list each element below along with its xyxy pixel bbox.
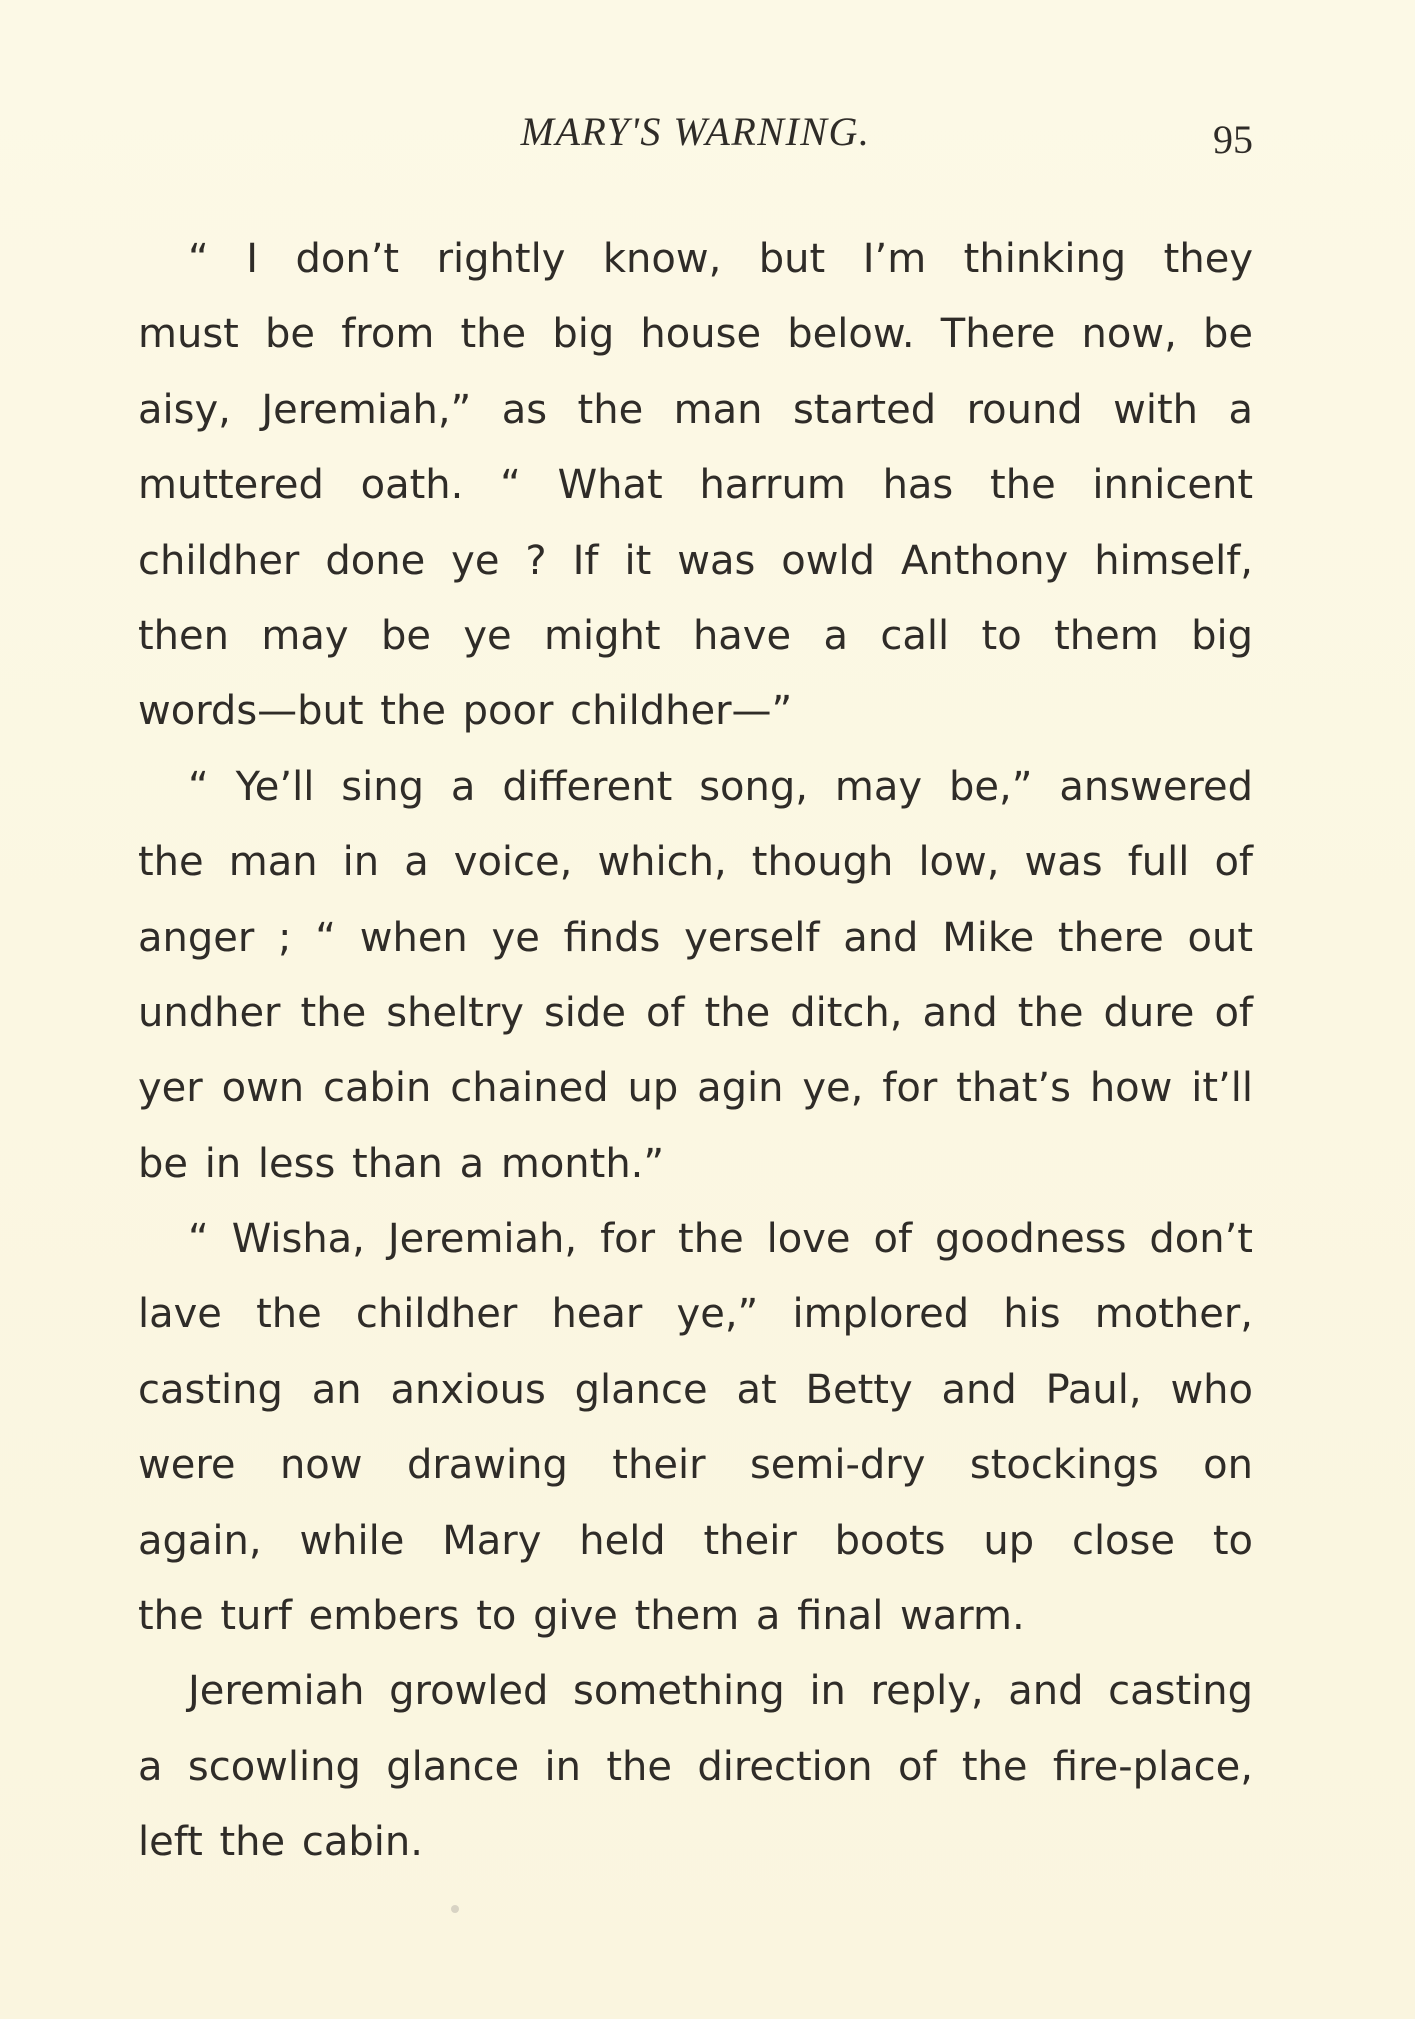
text-line: must be from the big house below. There now, be	[138, 311, 1253, 358]
running-title: MARY'S WARNING.	[520, 109, 871, 154]
page-header	[138, 109, 1253, 172]
text-line: left the cabin.	[138, 1819, 423, 1866]
text-line: “ I don’t rightly know, but I’m thinking they	[188, 236, 1253, 282]
text-line: the turf embers to give them a final warm.	[138, 1593, 1025, 1640]
page-number: 95	[1213, 117, 1253, 162]
text-line: anger ; “ when ye finds yerself and Mike there out	[138, 914, 1253, 961]
text-line: were now drawing their semi-dry stockings on	[138, 1442, 1253, 1489]
text-line: “ Ye’ll sing a different song, may be,” answered	[188, 763, 1253, 810]
text-line: Jeremiah growled something in reply, and casting	[188, 1668, 1253, 1715]
text-line: yer own cabin chained up agin ye, for that’s how it’ll	[138, 1065, 1253, 1112]
text-line: be in less than a month.”	[138, 1140, 665, 1187]
text-line: childher done ye ? If it was owld Anthony himself,	[138, 537, 1253, 584]
text-line: “ Wisha, Jeremiah, for the love of goodness don’t	[188, 1216, 1253, 1263]
text-line: casting an anxious glance at Betty and Paul, who	[138, 1366, 1253, 1413]
text-line: aisy, Jeremiah,” as the man started round with a	[138, 386, 1253, 433]
paper-speck	[451, 1905, 459, 1913]
body-text	[138, 222, 1253, 1881]
text-line: undher the sheltry side of the ditch, and the dure of	[138, 989, 1253, 1036]
text-line: a scowling glance in the direction of the fire-place,	[138, 1743, 1253, 1790]
text-line: again, while Mary held their boots up close to	[138, 1517, 1253, 1564]
text-line: the man in a voice, which, though low, was full of	[138, 839, 1253, 886]
text-line: lave the childher hear ye,” implored his mother,	[138, 1291, 1253, 1338]
text-line: then may be ye might have a call to them big	[138, 612, 1253, 659]
text-line: words—but the poor childher—”	[138, 688, 793, 735]
text-line: muttered oath. “ What harrum has the innicent	[138, 462, 1253, 509]
